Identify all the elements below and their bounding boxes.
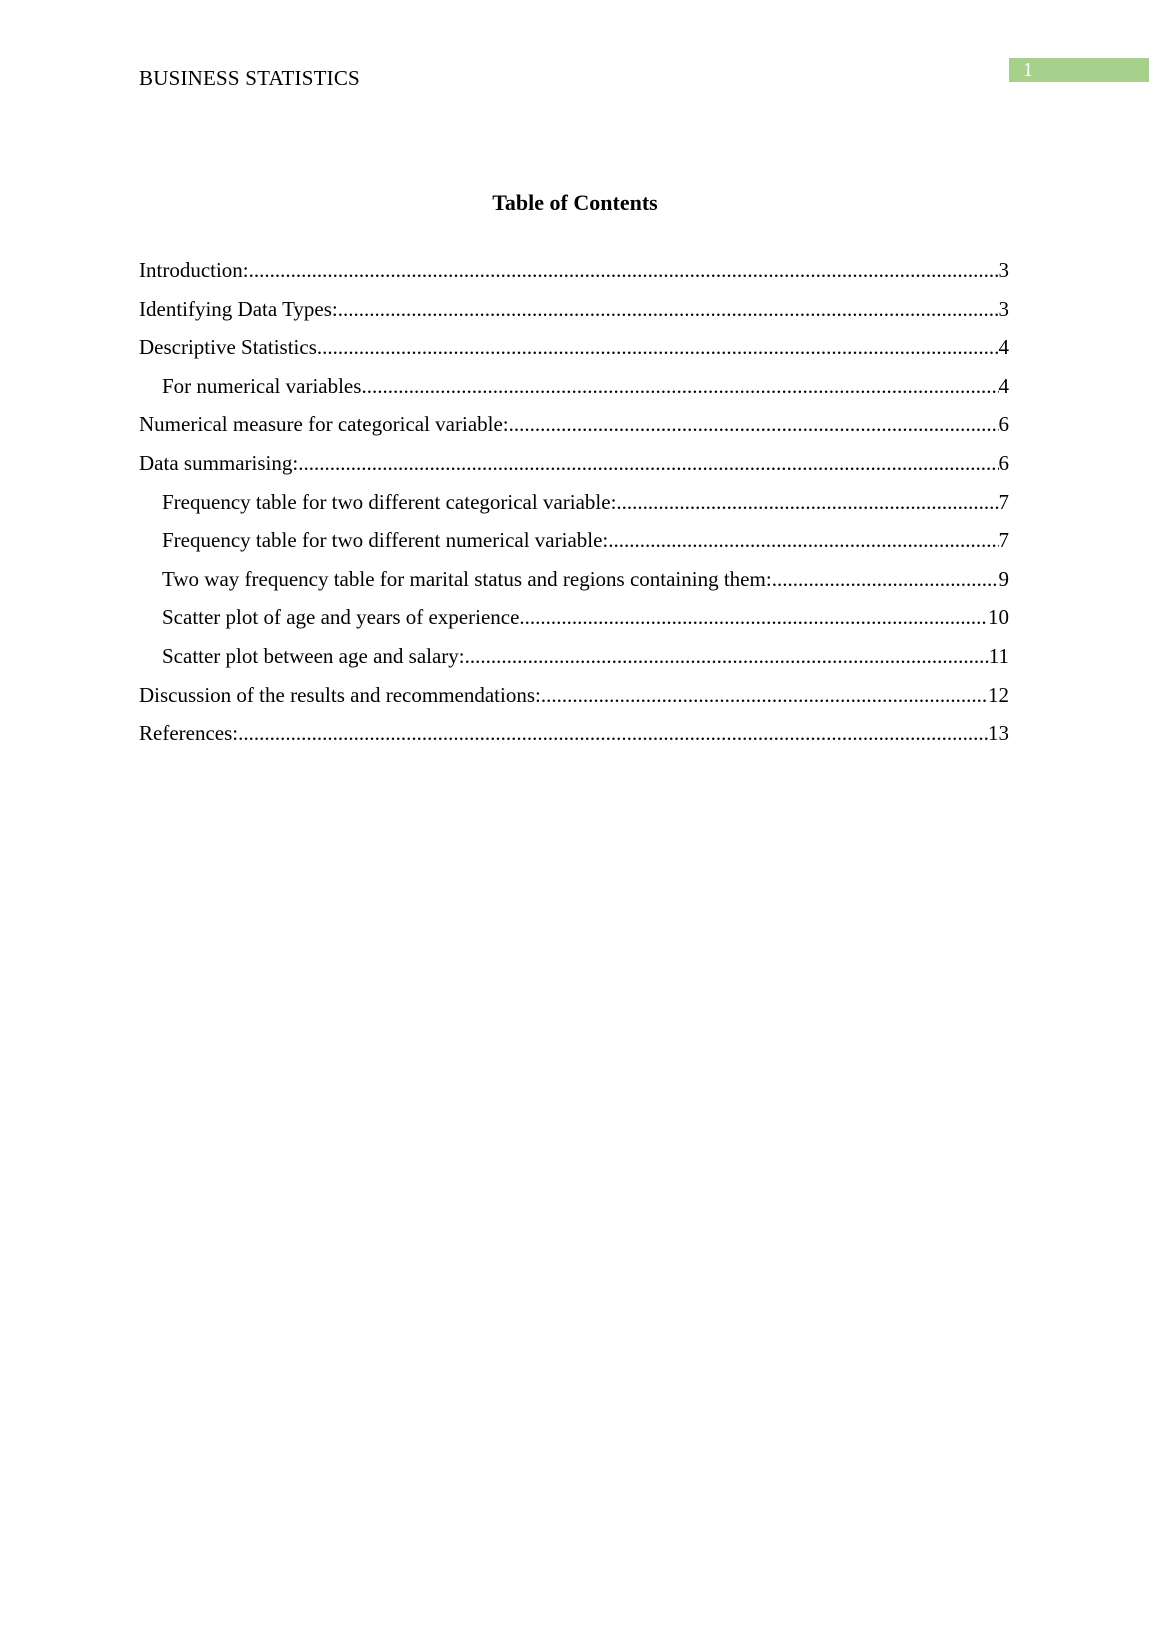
toc-entry-page: 13 bbox=[988, 721, 1009, 746]
page-number: 1 bbox=[1023, 59, 1033, 81]
toc-entry-page: 3 bbox=[998, 258, 1009, 282]
dot-leader bbox=[317, 332, 999, 362]
table-of-contents bbox=[139, 255, 1009, 757]
toc-entry-frequency-numerical[interactable] bbox=[139, 525, 1009, 564]
toc-entry-page: 10 bbox=[988, 605, 1009, 630]
toc-entry-title: Scatter plot between age and salary: bbox=[162, 643, 465, 668]
toc-entry-numerical-measure-categorical[interactable] bbox=[139, 409, 1009, 448]
toc-entry-page: 3 bbox=[998, 296, 1009, 321]
toc-entry-page: 11 bbox=[988, 643, 1009, 668]
toc-entry-title: Descriptive Statistics bbox=[139, 335, 317, 360]
toc-entry-title: Scatter plot of age and years of experience bbox=[162, 605, 520, 630]
toc-entry-introduction[interactable] bbox=[139, 255, 1009, 294]
dot-leader bbox=[541, 680, 988, 710]
dot-leader bbox=[772, 564, 999, 594]
toc-entry-discussion[interactable] bbox=[139, 680, 1009, 719]
toc-entry-page: 7 bbox=[998, 528, 1009, 553]
toc-entry-identifying-data-types[interactable] bbox=[139, 294, 1009, 333]
page-number-badge bbox=[1009, 58, 1149, 82]
running-header-title: BUSINESS STATISTICS bbox=[139, 66, 360, 90]
toc-entry-page: 4 bbox=[998, 335, 1009, 360]
dot-leader bbox=[616, 487, 998, 517]
toc-entry-references[interactable] bbox=[139, 718, 1009, 757]
toc-entry-two-way-frequency[interactable] bbox=[139, 564, 1009, 603]
toc-entry-title: References: bbox=[139, 721, 239, 746]
toc-entry-title: Frequency table for two different categorical variable: bbox=[162, 489, 617, 514]
toc-entry-scatter-age-salary[interactable] bbox=[139, 641, 1009, 680]
toc-entry-title: Discussion of the results and recommendations: bbox=[139, 682, 541, 707]
toc-entry-title: Introduction: bbox=[139, 258, 249, 282]
toc-entry-page: 6 bbox=[998, 450, 1009, 475]
toc-entry-page: 6 bbox=[998, 412, 1009, 437]
toc-entry-page: 7 bbox=[998, 489, 1009, 514]
toc-entry-title: Identifying Data Types: bbox=[139, 296, 338, 321]
toc-entry-scatter-age-experience[interactable] bbox=[139, 602, 1009, 641]
dot-leader bbox=[361, 371, 998, 401]
toc-entry-title: For numerical variables bbox=[162, 373, 362, 398]
toc-entry-title: Frequency table for two different numerical variable: bbox=[162, 528, 609, 553]
dot-leader bbox=[608, 525, 998, 555]
dot-leader bbox=[465, 641, 989, 671]
toc-entry-title: Two way frequency table for marital status and regions containing them: bbox=[162, 566, 772, 591]
dot-leader bbox=[298, 448, 998, 478]
toc-entry-title: Numerical measure for categorical variable: bbox=[139, 412, 509, 437]
toc-entry-page: 9 bbox=[998, 566, 1009, 591]
toc-entry-title: Data summarising: bbox=[139, 450, 299, 475]
toc-entry-page: 12 bbox=[988, 682, 1009, 707]
toc-heading: Table of Contents bbox=[492, 190, 658, 215]
toc-entry-data-summarising[interactable] bbox=[139, 448, 1009, 487]
toc-entry-descriptive-statistics[interactable] bbox=[139, 332, 1009, 371]
dot-leader bbox=[238, 718, 988, 748]
toc-entry-frequency-categorical[interactable] bbox=[139, 487, 1009, 526]
dot-leader bbox=[338, 294, 999, 324]
dot-leader bbox=[509, 409, 999, 439]
dot-leader bbox=[519, 602, 988, 632]
toc-entry-page: 4 bbox=[998, 373, 1009, 398]
toc-entry-numerical-variables[interactable] bbox=[139, 371, 1009, 410]
dot-leader bbox=[249, 255, 999, 285]
